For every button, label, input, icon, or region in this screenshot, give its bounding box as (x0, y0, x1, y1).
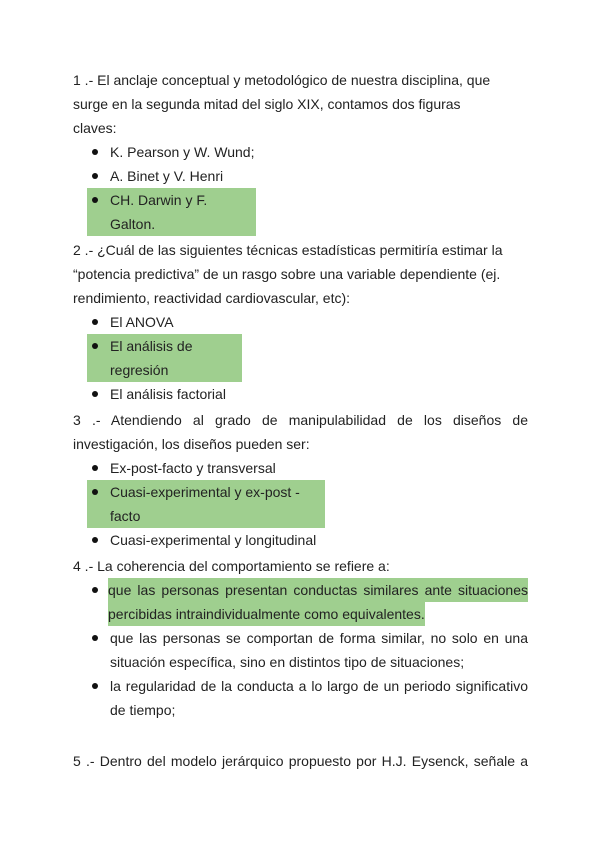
option-text: CH. Darwin y F. Galton. (110, 192, 208, 232)
bullet-icon (92, 587, 98, 593)
option-text: A. Binet y V. Henri (110, 168, 224, 184)
question-1-stem-line-1: 1 .- El anclaje conceptual y metodológico de nuestra disciplina, que (73, 72, 491, 88)
option-text-line-1: que las personas presentan conductas similares ante situaciones (108, 578, 528, 602)
question-3-option-a (73, 456, 528, 480)
question-2-options (73, 310, 528, 406)
option-text-line-2: percibidas intraindividualmente como equivalentes. (108, 602, 425, 626)
bullet-icon (92, 683, 98, 689)
question-3-option-c (73, 528, 528, 552)
question-1-option-a (73, 140, 528, 164)
question-5 (73, 749, 528, 773)
question-3-stem-line-2: investigación, los diseños pueden ser: (73, 436, 310, 452)
question-4-stem-line-1: 4 .- La coherencia del comportamiento se refiere a: (73, 558, 390, 574)
bullet-icon (92, 197, 98, 203)
question-2 (73, 238, 528, 406)
option-text: El ANOVA (110, 314, 174, 330)
question-2-option-a (73, 310, 528, 334)
bullet-icon (92, 319, 98, 325)
question-3-options (73, 456, 528, 552)
question-4-option-b (73, 626, 528, 674)
bullet-icon (92, 537, 98, 543)
option-text: El análisis factorial (110, 386, 226, 402)
bullet-icon (92, 173, 98, 179)
option-text: El análisis de regresión (110, 338, 193, 378)
option-text: K. Pearson y W. Wund; (110, 144, 255, 160)
option-text-line-2: situación específica, sino en distintos tipo de situaciones; (110, 654, 465, 670)
question-5-stem-line-1: 5 .- Dentro del modelo jerárquico propuesto por H.J. Eysenck, señale a (73, 753, 528, 769)
question-2-stem-line-3: rendimiento, reactividad cardiovascular, etc): (73, 290, 351, 306)
question-1-option-c-highlighted (87, 188, 256, 236)
bullet-icon (92, 489, 98, 495)
option-text-line-1: la regularidad de la conducta a lo largo de un periodo significativo (110, 678, 528, 694)
question-4 (73, 554, 528, 722)
bullet-icon (92, 343, 98, 349)
question-2-option-c (73, 382, 528, 406)
option-text: Cuasi-experimental y ex-post - facto (110, 484, 300, 524)
question-2-option-b-highlighted (87, 334, 242, 382)
question-3 (73, 408, 528, 552)
question-3-option-b-highlighted (87, 480, 325, 528)
option-text: Cuasi-experimental y longitudinal (110, 532, 317, 548)
bullet-icon (92, 465, 98, 471)
bullet-icon (92, 635, 98, 641)
bullet-icon (92, 391, 98, 397)
option-text-line-1: que las personas se comportan de forma similar, no solo en una (110, 630, 528, 646)
question-4-options (73, 578, 528, 722)
question-1 (73, 68, 528, 236)
question-2-stem-line-2: “potencia predictiva” de un rasgo sobre una variable dependiente (ej. (73, 266, 501, 282)
option-text: Ex-post-facto y transversal (110, 460, 276, 476)
question-1-stem-line-2: surge en la segunda mitad del siglo XIX, contamos dos figuras (73, 96, 461, 112)
bullet-icon (92, 149, 98, 155)
question-3-stem-line-1: 3 .- Atendiendo al grado de manipulabilidad de los diseños de (73, 412, 528, 428)
question-2-stem-line-1: 2 .- ¿Cuál de las siguientes técnicas estadísticas permitiría estimar la (73, 242, 503, 258)
question-1-stem-line-3: claves: (73, 120, 117, 136)
question-1-options (73, 140, 528, 236)
option-text-line-2: de tiempo; (110, 702, 176, 718)
question-4-option-a-highlighted (73, 578, 528, 626)
question-4-option-c (73, 674, 528, 722)
question-1-option-b (73, 164, 528, 188)
